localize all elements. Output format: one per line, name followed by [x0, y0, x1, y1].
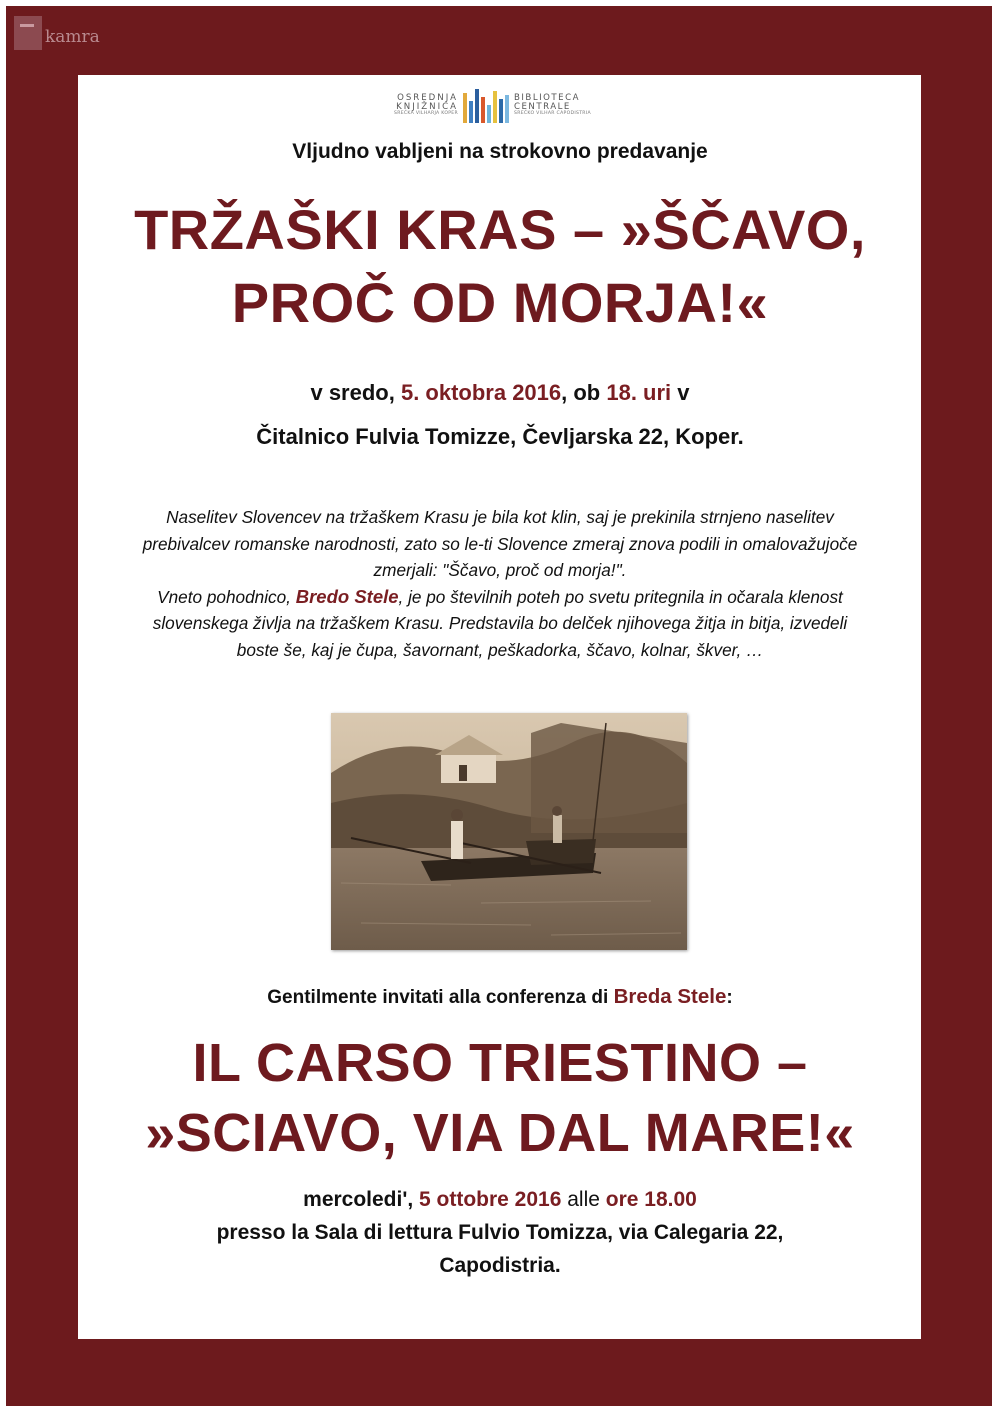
- description-line: Naselitev Slovencev na tržaškem Krasu je bila kot klin, saj je prekinila strnjeno naselitev: [166, 507, 834, 527]
- logo-book-bar: [481, 97, 485, 123]
- italian-title: [0, 1028, 1000, 1168]
- italian-venue-line1: presso la Sala di lettura Fulvio Tomizza, via Calegaria 22,: [216, 1221, 784, 1244]
- italian-title-line1: IL CARSO TRIESTINO –: [192, 1033, 808, 1093]
- it-event-time: ore 18.00: [605, 1188, 697, 1211]
- kamra-watermark: [14, 16, 100, 50]
- logo-slovenian-name: [376, 94, 458, 117]
- slovenian-title-line2: PROČ OD MORJA!«: [231, 270, 769, 334]
- italian-invitation: [0, 985, 1000, 1009]
- slovenian-date-line: [0, 380, 1000, 406]
- fishermen-boat-photo: [331, 713, 687, 950]
- description-rest: , je po številnih poteh po svetu pritegnila in očarala klenost: [398, 586, 843, 607]
- slovenian-description: [100, 504, 900, 663]
- description-line: slovenskega življa na tržaškem Krasu. Predstavila bo delček njihovega žitja in bitja, izvedeli: [152, 613, 848, 633]
- description-prefix: Vneto pohodnico,: [157, 586, 296, 607]
- speaker-name: Bredo Stele: [295, 585, 399, 607]
- description-line: zmerjali: "Ščavo, proč od morja!".: [373, 560, 627, 580]
- logo-book-bar: [463, 93, 467, 123]
- it-event-date: 5 ottobre 2016: [419, 1188, 562, 1211]
- logo-right-line1: BIBLIOTECA: [514, 92, 580, 103]
- italian-venue-line2: Capodistria.: [439, 1254, 561, 1277]
- italian-date-venue: [0, 1183, 1000, 1282]
- italian-date-line: [0, 1183, 1000, 1216]
- event-time: 18. uri: [606, 380, 672, 405]
- logo-italian-name: [514, 94, 596, 117]
- speaker-name-italian: Breda Stele: [613, 985, 727, 1008]
- it-date-prefix: mercoledi',: [303, 1188, 420, 1211]
- logo-book-bar: [475, 89, 479, 123]
- logo-book-bar: [487, 105, 491, 123]
- italian-title-line2: »SCIAVO, VIA DAL MARE!«: [145, 1103, 855, 1164]
- logo-book-bar: [493, 91, 497, 123]
- italian-invitation-colon: :: [726, 987, 733, 1008]
- watermark-text: kamra: [45, 27, 100, 47]
- it-date-mid: alle: [561, 1188, 606, 1211]
- italian-invitation-text: Gentilmente invitati alla conferenza di: [267, 987, 614, 1008]
- logo-left-line1: OSREDNJA: [397, 92, 458, 103]
- books-logo-icon: [462, 87, 510, 123]
- description-line: [100, 584, 900, 611]
- date-prefix: v sredo,: [310, 380, 401, 405]
- slovenian-venue: Čitalnico Fulvia Tomizze, Čevljarska 22, Koper.: [256, 424, 744, 449]
- logo-right-line3: SREČKO VILHAR CAPODISTRIA: [514, 110, 591, 116]
- slovenian-title: [0, 194, 1000, 340]
- event-date: 5. oktobra 2016: [400, 380, 562, 405]
- description-line: boste še, kaj je čupa, šavornant, peškadorka, ščavo, kolnar, škver, …: [236, 639, 764, 660]
- logo-left-line2: KNJIŽNICA: [396, 101, 458, 112]
- logo-book-bar: [499, 99, 503, 123]
- date-mid: , ob: [561, 380, 607, 405]
- logo-book-bar: [505, 95, 509, 123]
- slovenian-invitation: Vljudno vabljeni na strokovno predavanje: [292, 140, 708, 163]
- slovenian-title-line1: TRŽAŠKI KRAS – »ŠČAVO,: [134, 198, 866, 261]
- logo-book-bar: [469, 101, 473, 123]
- sepia-photo-illustration: [331, 713, 687, 950]
- description-line: prebivalcev romanske narodnosti, zato so le-ti Slovence zmeraj znova podili in omalovažujoče: [142, 533, 858, 554]
- date-suffix: v: [671, 380, 690, 405]
- logo-left-line3: SREČKA VILHARJA KOPER: [393, 110, 458, 116]
- kamra-logo-icon: [14, 16, 42, 50]
- logo-right-line2: CENTRALE: [514, 101, 571, 112]
- library-logo: [376, 86, 626, 124]
